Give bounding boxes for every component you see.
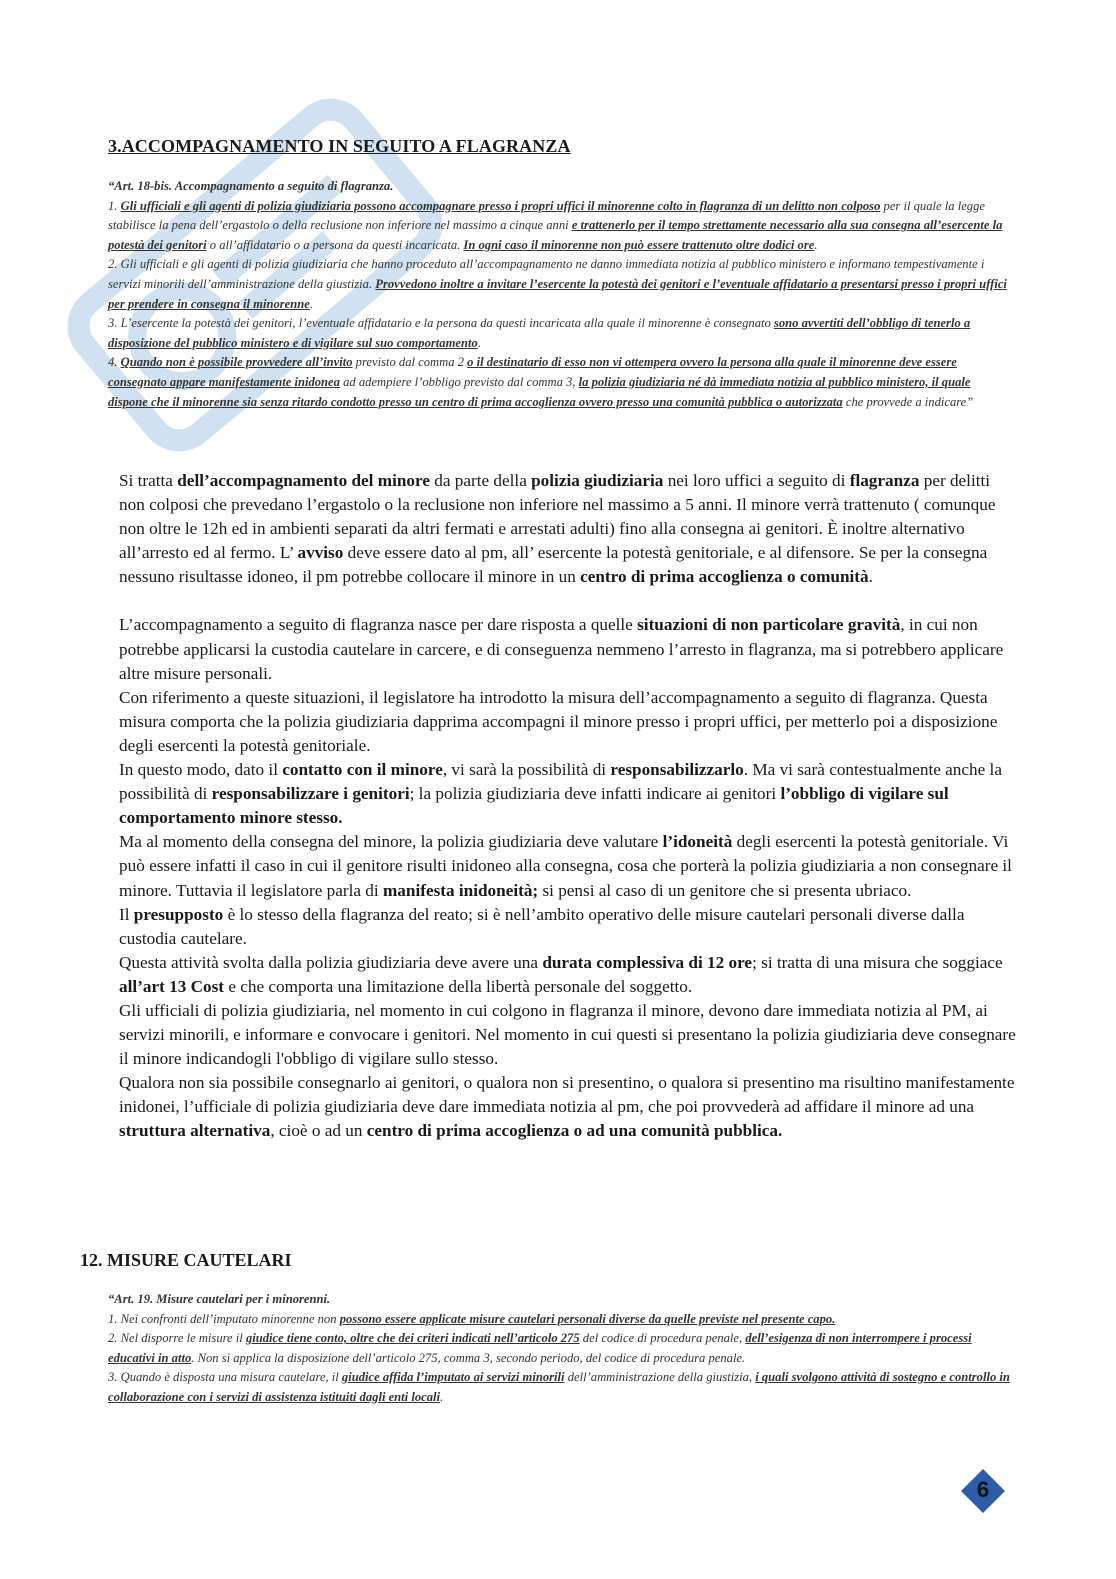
bold-run: presupposto: [133, 904, 224, 924]
text-run: si pensi al caso di un genitore che si presenta ubriaco.: [538, 880, 912, 900]
section-title-misure-cautelari: 12. MISURE CAUTELARI: [80, 1250, 292, 1270]
statute-underlined: o il destinatario di esso non vi ottempera ovvero la persona alla quale il minorenne deve essere consegnato appare manifestamente inidonea: [108, 355, 957, 389]
comma-number: 4.: [108, 355, 121, 370]
statute-comma-4: [108, 353, 1013, 412]
paragraph: [119, 903, 1019, 951]
statute-text: .: [440, 1389, 444, 1404]
statute-text: 2. Gli ufficiali e gli agenti di polizia giudiziaria che hanno proceduto all’accompagnamento ne danno immediata notizia al pubblico ministero e informano tempestivamente i servizi minorili dell’amministrazione della giustizia.: [108, 257, 985, 291]
statute-text: o all’affidatario o a persona da questi incaricata.: [206, 237, 464, 252]
text-run: Ma al momento della consegna del minore, la polizia giudiziaria deve valutare: [119, 832, 663, 852]
statute-underlined: giudice affida l’imputato ai servizi minorili: [341, 1370, 565, 1385]
paragraph: Con riferimento a queste situazioni, il legislatore ha introdotto la misura dell’accompagnamento a seguito di flagranza. Questa misura comporta che la polizia giudiziaria dapprima accompagni il minore presso i propri uffici, per metterlo poi a disposizione degli esercenti la potestà genitoriale.: [119, 687, 998, 755]
statute-comma-1: [108, 197, 1013, 256]
statute-comma-2: [108, 1329, 1013, 1368]
statute-title: “Art. 18-bis. Accompagnamento a seguito di flagranza.: [108, 179, 394, 193]
bold-run: responsabilizzarlo: [610, 760, 744, 780]
statute-text: dell’amministrazione della giustizia,: [564, 1370, 756, 1385]
statute-text: 1. Nei confronti dell’imputato minorenne non: [108, 1311, 340, 1326]
bold-run: l’idoneità: [662, 832, 733, 852]
statute-text: 3. L’esercente la potestà dei genitori, l’eventuale affidatario e la persona da questi incaricata alla quale il minorenne è consegnato: [108, 316, 774, 331]
text-run: L’accompagnamento a seguito di flagranza nasce per dare risposta a quelle: [119, 615, 638, 635]
text-run: Qualora non sia possibile consegnarlo ai genitori, o qualora non si presentino, o qualora si presentino ma risultino manifestamente inidonei, l’ufficiale di polizia giudiziaria deve dare immediata notizia al pm, che poi provvederà ad affidare il minore ad una: [119, 1073, 1015, 1117]
text-run: In questo modo, dato il: [119, 760, 283, 780]
bold-run: centro di prima accoglienza o ad una comunità pubblica.: [366, 1121, 783, 1141]
text-run: Si tratta: [119, 471, 178, 490]
statute-text: .: [477, 335, 481, 350]
statute-comma-1: [108, 1310, 1013, 1330]
statute-comma-2: [108, 255, 1013, 314]
text-run: .: [868, 567, 873, 587]
paragraph: Gli ufficiali di polizia giudiziaria, nel momento in cui colgono in flagranza il minore, devono dare immediata notizia al PM, ai servizi minorili, e informare e convocare i genitori. Nel momento in cui questi si presentano la polizia giudiziaria deve consegnare il minore indicandogli l'obbligo di vigilare sullo stesso.: [119, 1000, 1016, 1069]
statute-text: del codice di procedura penale,: [579, 1331, 746, 1346]
paragraph: [119, 951, 1019, 999]
text-run: degli esercenti la potestà genitoriale. Vi può essere infatti il caso in cui il genitore risulti inidoneo alla consegna, cosa che porterà la polizia giudiziaria a non consegnare il minore. Tuttavia il legislatore parla di: [119, 832, 1012, 900]
statute-underlined: possono essere applicate misure cautelari personali diverse da quelle previste nel presente capo.: [339, 1311, 836, 1326]
statute-text: 3. Quando è disposta una misura cautelare, il: [108, 1370, 342, 1385]
paragraph: [119, 758, 1019, 830]
page-number-badge: [960, 1468, 1006, 1514]
statute-excerpt-art18bis: [108, 177, 1013, 412]
statute-text: che provvede a indicare”: [842, 394, 974, 409]
statute-underlined: In ogni caso il minorenne non può essere trattenuto oltre dodici ore: [463, 237, 815, 252]
bold-run: responsabilizzare i genitori: [211, 784, 410, 804]
statute-underlined: Gli ufficiali e gli agenti di polizia giudiziaria possono accompagnare presso i propri uffici il minorenne colto in flagranza di un delitto non colposo: [120, 198, 881, 213]
statute-title: “Art. 19. Misure cautelari per i minorenni.: [108, 1292, 331, 1306]
statute-text: .: [814, 237, 818, 252]
statute-text: ad adempiere l’obbligo previsto dal comma 3,: [339, 374, 579, 389]
text-run: Questa attività svolta dalla polizia giudiziaria deve avere una: [119, 952, 543, 972]
statute-underlined: i quali svolgono attività di sostegno e controllo in collaborazione con i servizi di assistenza istituiti dagli enti locali: [108, 1370, 1010, 1404]
statute-underlined: e trattenerlo per il tempo strettamente necessario alla sua consegna all’esercente la potestà dei genitori: [108, 218, 1003, 252]
statute-underlined: sono avvertiti dell’obbligo di tenerlo a disposizione del pubblico ministero e di vigilare sul suo comportamento: [108, 316, 971, 350]
text-run: Il: [119, 904, 134, 924]
text-run: , vi sarà la possibilità di: [442, 760, 611, 780]
statute-underlined: la polizia giudiziaria né dà immediata notizia al pubblico ministero, il quale dispone che il minorenne sia senza ritardo condotto presso un centro di prima accoglienza ovvero presso una comunità pubblica o autorizzata: [108, 374, 971, 409]
text-run: per delitti non colposi che prevedano l’ergastolo o la reclusione non inferiore nel massimo a 5 anni. Il minore verrà trattenuto ( comunque non oltre le 12h ed in ambienti separati da altri fermati e arrestati adulti) fino alla consegna ai genitori. È inoltre alternativo all’arresto ed al fermo. L’: [119, 471, 996, 563]
statute-text: previsto dal comma 2: [352, 355, 468, 370]
bold-run: struttura alternativa: [119, 1121, 271, 1141]
paragraph: [119, 469, 1019, 589]
statute-heading: [108, 1290, 1013, 1310]
text-run: è lo stesso della flagranza del reato; si è nell’ambito operativo delle misure cautelari personali diverse dalla custodia cautelare.: [119, 904, 965, 948]
bold-run: centro di prima accoglienza o comunità: [580, 567, 869, 587]
bold-run: l’obbligo di vigilare sul comportamento minore stesso.: [119, 784, 949, 828]
comma-number: 1.: [108, 198, 121, 213]
statute-excerpt-art19: [108, 1290, 1013, 1408]
statute-text: .: [309, 296, 314, 311]
section-title-accompagnamento: 3.ACCOMPAGNAMENTO IN SEGUITO A FLAGRANZA: [108, 136, 571, 156]
statute-text: 2. Nel disporre le misure il: [108, 1331, 246, 1346]
text-run: , in cui non potrebbe applicarsi la custodia cautelare in carcere, e di conseguenza nemmeno l’arresto in flagranza, ma si potrebbero applicare altre misure personali.: [119, 615, 1004, 683]
statute-text: . Non si applica la disposizione dell’articolo 275, comma 3, secondo periodo, del codice di procedura penale.: [191, 1350, 746, 1365]
bold-run: durata complessiva di 12 ore: [542, 952, 753, 972]
text-run: e che comporta una limitazione della libertà personale del soggetto.: [224, 976, 693, 996]
bold-run: polizia giudiziaria: [531, 471, 664, 490]
statute-underlined: Provvedono inoltre a invitare l’esercente la potestà dei genitori e l’eventuale affidatario a presentarsi presso i propri uffici per prendere in consegna il minorenne: [108, 276, 1007, 311]
bold-run: flagranza: [849, 471, 920, 490]
paragraph: [119, 830, 1019, 902]
statute-comma-3: [108, 1368, 1013, 1407]
text-run: , cioè o ad un: [270, 1121, 367, 1141]
paragraph: [119, 613, 1019, 685]
text-run: ; la polizia giudiziaria deve infatti indicare ai genitori: [409, 784, 781, 804]
bold-run: avviso: [297, 543, 344, 563]
bold-run: contatto con il minore: [282, 760, 443, 780]
statute-underlined: Quando non è possibile provvedere all’invito: [120, 355, 353, 370]
bold-run: all’art 13 Cost: [119, 976, 225, 996]
statute-underlined: giudice tiene conto, oltre che dei criteri indicati nell’articolo 275: [245, 1331, 580, 1346]
statute-comma-3: [108, 314, 1013, 353]
text-run: deve essere dato al pm, all’ esercente la potestà genitoriale, e al difensore. Se per la consegna nessuno risultasse idoneo, il pm potrebbe collocare il minore in un: [119, 543, 988, 587]
text-run: da parte della: [429, 471, 532, 490]
text-run: nei loro uffici a seguito di: [663, 471, 850, 490]
page-number: 6: [976, 1477, 990, 1502]
text-run: ; si tratta di una misura che soggiace: [752, 952, 1003, 972]
text-run: . Ma vi sarà contestualmente anche la possibilità di: [119, 760, 1002, 804]
statute-underlined: dell’esigenza di non interrompere i processi educativi in atto: [108, 1331, 972, 1365]
bold-run: dell’accompagnamento del minore: [177, 471, 430, 490]
bold-run: situazioni di non particolare gravità: [637, 615, 901, 635]
paragraph: [119, 1071, 1019, 1143]
bold-run: manifesta inidoneità;: [382, 880, 539, 900]
statute-text: per il quale la legge stabilisce la pena dell’ergastolo o della reclusione non inferiore nel massimo a cinque anni: [108, 198, 985, 233]
statute-heading: [108, 177, 1013, 197]
commentary-body: [119, 469, 1019, 1144]
